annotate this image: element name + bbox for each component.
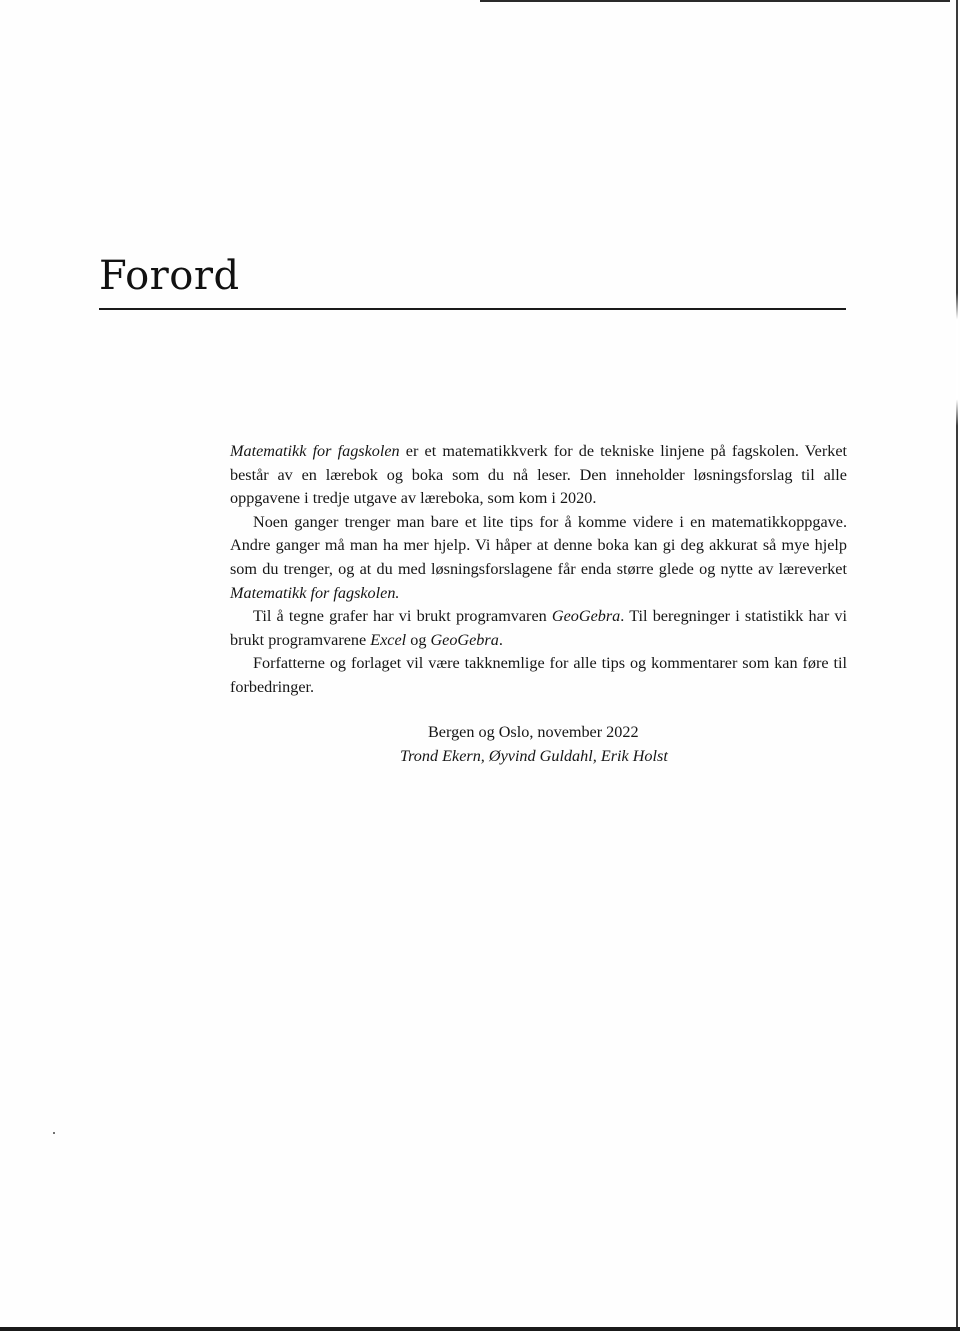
place-date: Bergen og Oslo, november 2022 [428,723,639,741]
signature-block [230,721,847,768]
paragraph-3-text-b: . Til beregninger i statistikk har vi brukt programvarene [230,607,847,649]
paragraph-4 [230,652,847,699]
preface-body [230,440,847,700]
paragraph-3-text-d: . [498,630,503,649]
paragraph-1-text: er et matematikkverk for de tekniske linjene på fagskolen. Verket består av en lærebok og boka som du nå leser. Den inneholder løsningsforslag til alle oppgavene i tredje utgave av læreboka, som kom i 2020. [230,442,848,508]
scan-edge-bottom [0,1327,960,1331]
book-title: Matematikk for fagskolen [230,442,400,460]
software-name: Excel [370,630,407,649]
scan-edge-top [480,0,950,2]
software-name: GeoGebra [551,607,621,626]
paragraph-3 [230,605,847,652]
chapter-title: Forord [99,253,240,299]
authors: Trond Ekern, Øyvind Guldahl, Erik Holst [400,746,668,765]
scan-speck [53,1132,55,1134]
paragraph-2-text: Noen ganger trenger man bare et lite tips for å komme videre i en matematikkoppgave. Andre ganger må man ha mer hjelp. Vi håper at denne boka kan gi deg akkurat så mye hjelp som du trenger, og at du med løsningsforslagene får enda større glede og nytte av læreverket [230,512,847,578]
scan-edge-right [956,0,958,1331]
software-name: GeoGebra [430,630,499,649]
paragraph-4-text: Forfatterne og forlaget vil være takknemlige for alle tips og kommentarer som kan føre til forbedringer. [230,654,847,696]
paragraph-3-text-c: og [406,630,431,649]
paragraph-2 [230,511,847,605]
title-rule [99,308,846,310]
paragraph-3-text-a: Til å tegne grafer har vi brukt programvaren [253,607,552,626]
paragraph-1 [230,440,847,511]
book-title: Matematikk for fagskolen. [230,583,400,602]
